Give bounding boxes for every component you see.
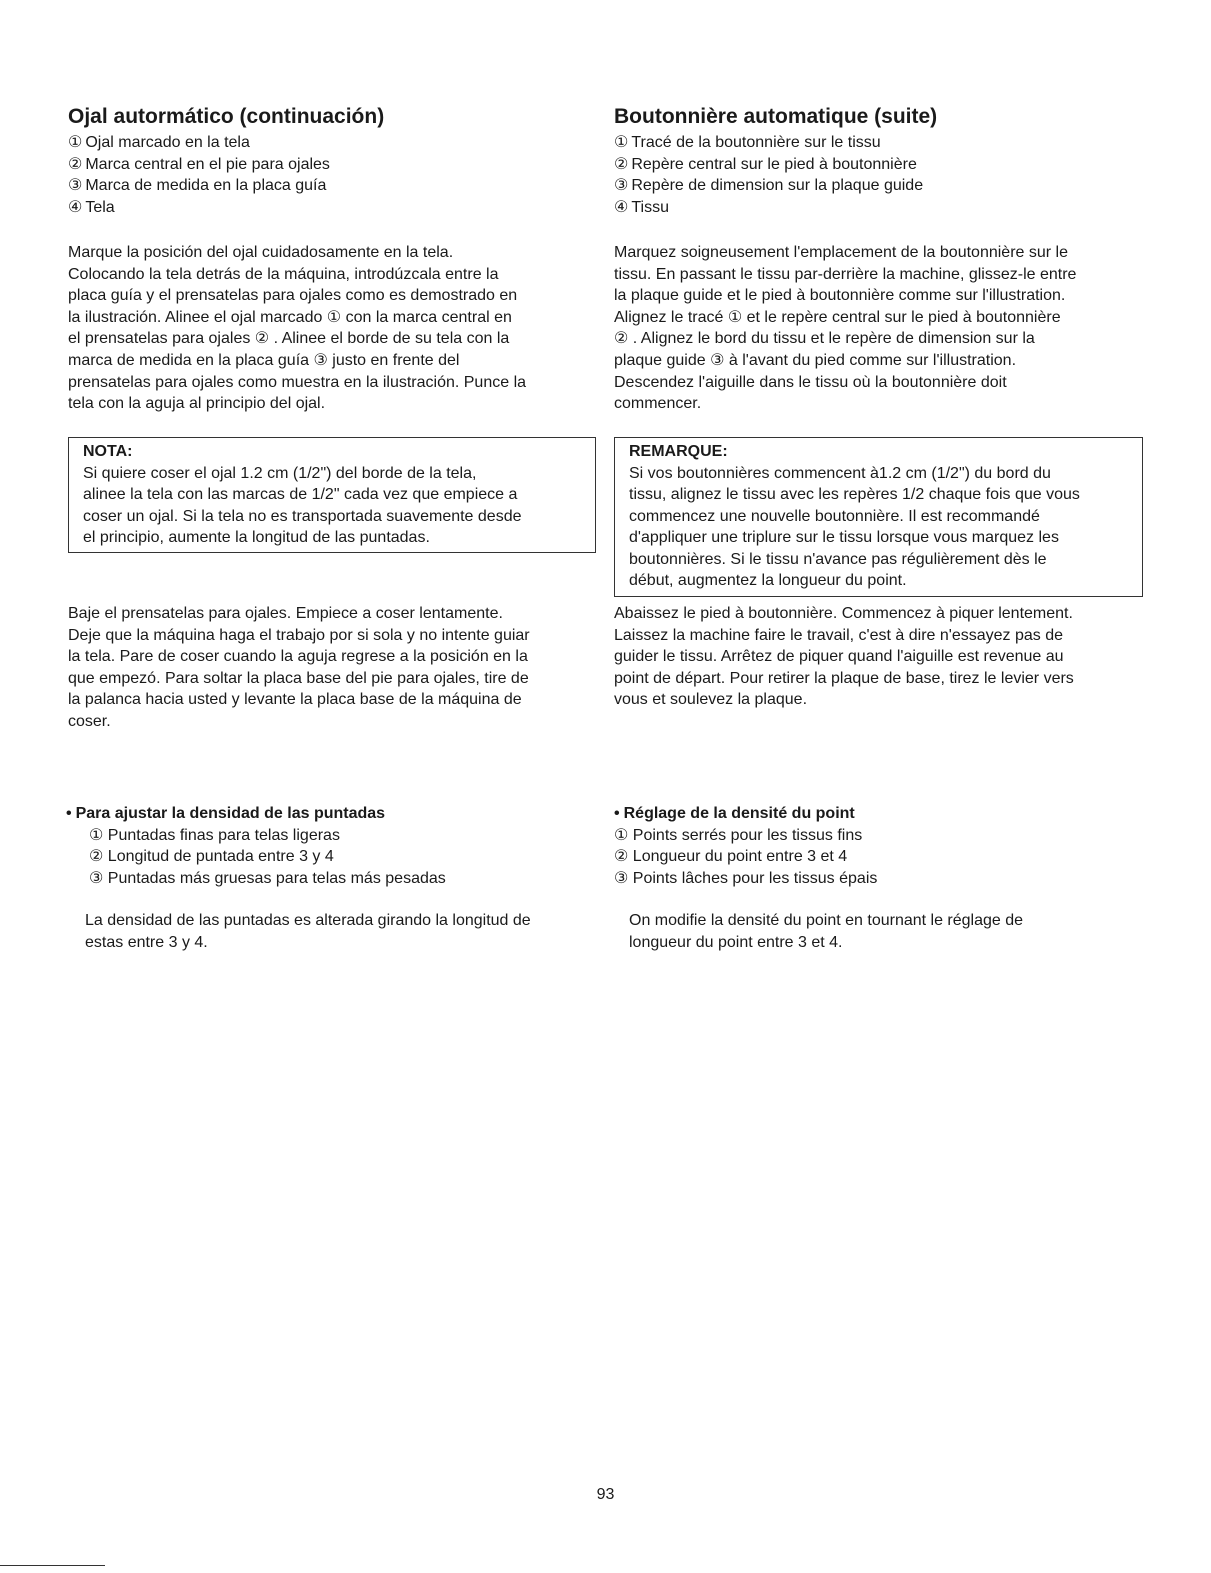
list-item: ① Tracé de la boutonnière sur le tissu (614, 134, 881, 151)
density-heading-es: • Para ajustar la densidad de las puntadas (66, 805, 386, 822)
list-item: ① Points serrés pour les tissus fins (614, 826, 863, 844)
list-item: ③ Points lâches pour les tissus épais (614, 869, 878, 887)
list-item: ② Repère central sur le pied à boutonnière (614, 155, 917, 173)
sewing-paragraph-es: Baje el prensatelas para ojales. Empiece a coser lentamente. Deje que la máquina haga el trabajo por si sola y no intente guiar la tela. Pare de coser cuando la aguja regrese a la posición en la que empezó. Para soltar la placa base del pie para ojales, tire de la palanca hacia usted y levante la placa base de la máquina de coser. (68, 605, 530, 730)
density-list-es (66, 825, 596, 890)
section-heading-fr: Boutonnière automatique (suite) (614, 105, 938, 128)
density-heading-fr: • Réglage de la densité du point (614, 805, 855, 822)
page-number: 93 (596, 1486, 615, 1503)
density-section-fr (614, 803, 1143, 953)
list-item: ④ Tela (68, 198, 115, 216)
spanish-column (68, 104, 596, 415)
list-item: ④ Tissu (614, 198, 669, 216)
footer-rule (0, 1565, 105, 1566)
list-item: ③ Puntadas más gruesas para telas más pesadas (89, 869, 446, 887)
list-item: ① Puntadas finas para telas ligeras (89, 826, 340, 844)
list-item: ② Marca central en el pie para ojales (68, 155, 330, 173)
density-body-fr: On modifie la densité du point en tournant le réglage de longueur du point entre 3 et 4. (629, 912, 1024, 951)
parts-list-es (68, 132, 596, 218)
note-box-fr: REMARQUE: Si vos boutonnières commencent à1.2 cm (1/2") du bord du tissu, alignez le tissu avec les repères 1/2 chaque fois que vous commencez une nouvelle boutonnière. Il est recommandé d'appliquer une triplure sur le tissu lorsque vous marquez les boutonnières. Si le tissu n'avance pas régulièrement dès le début, augmentez la longueur du point. (614, 437, 1143, 597)
section-heading-es: Ojal autormático (continuación) (68, 105, 385, 128)
density-body-es: La densidad de las puntadas es alterada girando la longitud de estas entre 3 y 4. (85, 912, 531, 951)
list-item: ① Ojal marcado en la tela (68, 134, 250, 151)
sewing-paragraph-fr: Abaissez le pied à boutonnière. Commencez à piquer lentement. Laissez la machine faire le travail, c'est à dire n'essayez pas de guider le tissu. Arrêtez de piquer quand l'aiguille est revenue au point de départ. Pour retirer la plaque de base, tirez le levier vers vous et soulevez la plaque. (614, 605, 1074, 709)
list-item: ② Longueur du point entre 3 et 4 (614, 848, 848, 866)
list-item: ③ Marca de medida en la placa guía (68, 177, 327, 194)
intro-paragraph-fr: Marquez soigneusement l'emplacement de la boutonnière sur le tissu. En passant le tissu par-derrière la machine, glissez-le entre la plaque guide et le pied à boutonnière comme sur l'illustration. Alignez le tracé ① et le repère central sur le pied à boutonnière ② . Alignez le bord du tissu et le repère de dimension sur la plaque guide ③ à l'avant du pied comme sur l'illustration. Descendez l'aiguille dans le tissu où la boutonnière doit commencer. (614, 244, 1077, 413)
parts-list-fr (614, 132, 1142, 218)
note-title-es: NOTA: (83, 443, 133, 460)
note-box-es: NOTA: Si quiere coser el ojal 1.2 cm (1/2") del borde de la tela, alinee la tela con las marcas de 1/2" cada vez que empiece a coser un ojal. Si la tela no es transportada suavemente desde el principio, aumente la longitud de las puntadas. (68, 437, 596, 553)
intro-paragraph-es: Marque la posición del ojal cuidadosamente en la tela. Colocando la tela detrás de la máquina, introdúzcala entre la placa guía y el prensatelas para ojales como es demostrado en la ilustración. Alinee el ojal marcado ① con la marca central en el prensatelas para ojales ② . Alinee el borde de su tela con la marca de medida en la placa guía ③ justo en frente del prensatelas para ojales como muestra en la ilustración. Punce la tela con la aguja al principio del ojal. (68, 244, 527, 413)
list-item: ③ Repère de dimension sur la plaque guide (614, 177, 924, 194)
density-section-es (66, 803, 596, 953)
note-title-fr: REMARQUE: (629, 443, 728, 460)
density-list-fr (614, 825, 1143, 890)
list-item: ② Longitud de puntada entre 3 y 4 (89, 848, 334, 866)
french-column (614, 104, 1142, 415)
